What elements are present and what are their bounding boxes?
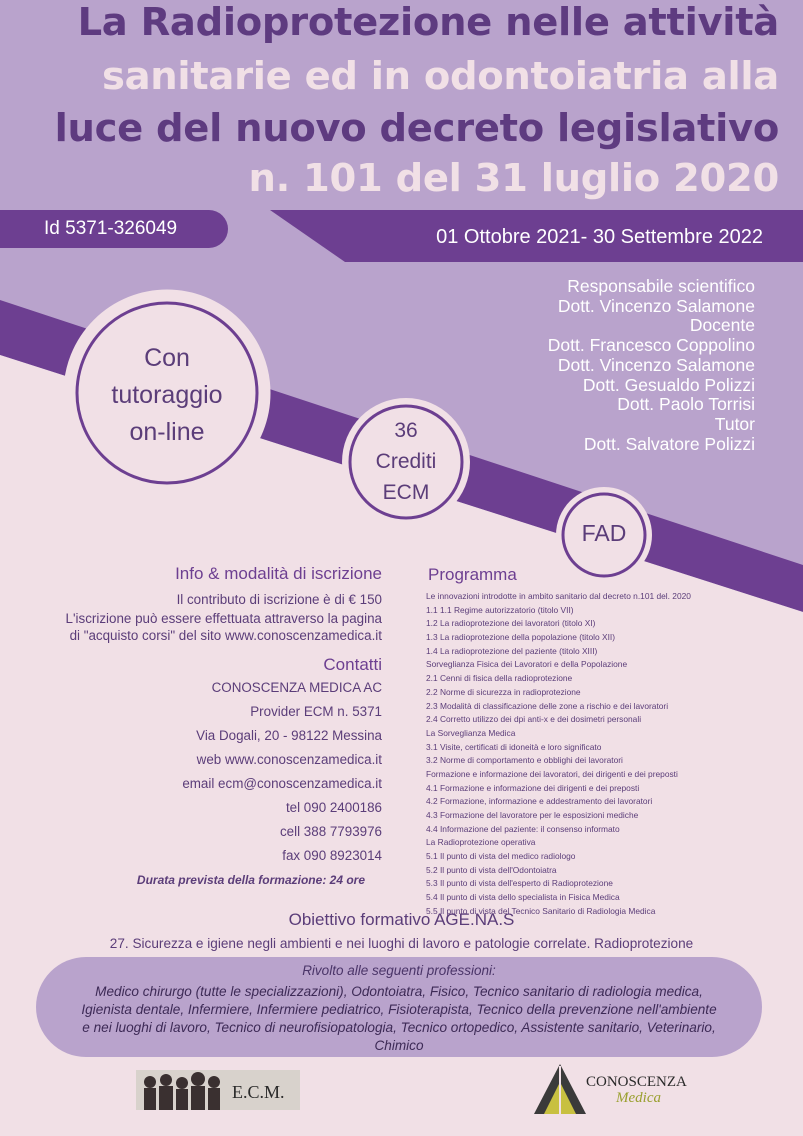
tutoring-text: Con (144, 344, 190, 372)
staff-name: Dott. Paolo Torrisi (617, 394, 755, 415)
contact-line: Provider ECM n. 5371 (250, 704, 382, 719)
program-item: 1.2 La radioprotezione dei lavoratori (titolo XI) (426, 618, 596, 629)
credits-text: 36 (394, 419, 418, 442)
staff-role-scientific: Responsabile scientifico (567, 276, 755, 296)
ecm-logo-text: E.C.M. (232, 1082, 285, 1102)
tutoring-badge (77, 340, 257, 451)
tutoring-text: on-line (129, 418, 205, 446)
program-item: Formazione e informazione dei lavoratori, dei dirigenti e dei preposti (426, 768, 678, 779)
duration-text: Durata prevista della formazione: 24 ore (136, 873, 365, 887)
staff-name: Dott. Gesualdo Polizzi (582, 374, 755, 395)
program-item: 5.1 Il punto di vista del medico radiologo (426, 851, 576, 862)
ecm-logo (136, 1068, 300, 1112)
program-heading: Programma (428, 565, 517, 584)
title-line-4: n. 101 del 31 luglio 2020 (248, 156, 779, 201)
fad-badge: FAD (581, 520, 627, 546)
objective-heading: Obiettivo formativo AGE.NA.S (288, 910, 515, 929)
program-item: 3.1 Visite, certificati di idoneità e loro significato (426, 741, 602, 752)
contact-fax: fax 090 8923014 (282, 848, 382, 863)
credits-text: ECM (382, 481, 430, 504)
course-dates: 01 Ottobre 2021- 30 Settembre 2022 (436, 226, 763, 248)
brand-subname: Medica (616, 1090, 661, 1106)
contact-line: CONOSCENZA MEDICA AC (211, 680, 382, 695)
program-item: 1.3 La radioprotezione della popolazione (titolo XII) (426, 632, 616, 643)
program-item: 5.5 Il punto di vista del Tecnico Sanitario di Radiologia Medica (426, 905, 656, 916)
program-item: 2.2 Norme di sicurezza in radioprotezione (426, 686, 581, 697)
conoscenza-medica-logo (530, 1058, 700, 1118)
fee-text: Il contributo di iscrizione è di € 150 (176, 592, 382, 607)
title-line-3: luce del nuovo decreto legislativo (54, 106, 779, 151)
title-line-2: sanitarie ed in odontoiatria alla (102, 54, 779, 99)
course-id: Id 5371-326049 (44, 218, 178, 239)
contacts-heading: Contatti (323, 655, 382, 674)
staff-role-tutor: Tutor (714, 413, 755, 434)
program-item: 4.3 Formazione del lavoratore per le esposizioni mediche (426, 810, 639, 820)
program-item: La Sorveglianza Medica (426, 727, 516, 738)
title-line-1: La Radioprotezione nelle attività (77, 0, 779, 45)
program-item: Sorveglianza Fisica dei Lavoratori e della Popolazione (426, 659, 628, 670)
contact-tel: tel 090 2400186 (285, 800, 382, 815)
program-item: 2.3 Modalità di classificazione delle zone a rischio e dei lavoratori (426, 700, 669, 711)
program-item: 3.2 Norme di comportamento e obblighi dei lavoratori (426, 755, 623, 766)
program-item: 5.4 Il punto di vista dello specialista in Fisica Medica (426, 892, 620, 903)
program-item: Le innovazioni introdotte in ambito sanitario dal decreto n.101 del. 2020 (426, 591, 691, 601)
professions-title: Rivolto alle seguenti professioni: (302, 963, 496, 978)
program-item: 2.4 Corretto utilizzo dei dpi anti-x e dei dosimetri personali (426, 714, 642, 725)
program-item: 5.3 Il punto di vista dell'esperto di Radioprotezione (426, 878, 613, 889)
brand-name: CONOSCENZA (586, 1074, 687, 1090)
contact-email: email ecm@conoscenzamedica.it (182, 776, 382, 791)
staff-list (548, 277, 755, 454)
program-item: 5.2 Il punto di vista dell'Odontoiatra (426, 864, 557, 875)
program-item: 1.1 1.1 Regime autorizzatorio (titolo VII) (426, 604, 574, 615)
program-item: La Radioprotezione operativa (426, 837, 536, 848)
program-item: 2.1 Cenni di fisica della radioprotezione (426, 673, 573, 684)
objective-text: 27. Sicurezza e igiene negli ambienti e nei luoghi di lavoro e patologie correlate. Radioprotezione (109, 936, 694, 951)
staff-role-teacher: Docente (689, 315, 755, 336)
info-heading: Info & modalità di iscrizione (175, 564, 382, 583)
tutoring-text: tutoraggio (111, 381, 223, 409)
contact-line: Via Dogali, 20 - 98122 Messina (196, 728, 382, 743)
program-item: 4.4 Informazione del paziente: il consenso informato (426, 823, 620, 834)
program-list (426, 590, 691, 919)
professions-box (36, 957, 762, 1057)
professions-list: Medico chirurgo (tutte le specializzazioni), Odontoiatra, Fisico, Tecnico sanitario di radiologia medica, Igienista dentale, Infermiere, Infermiere pediatrico, Fisioterapista, Tecnico della prevenzione nell'ambiente e nei luoghi di lavoro, Tecnico di neurofisiopatologia, Tecnico ortopedico, Assistente sanitario, Veterinario, Chimico (81, 984, 717, 1053)
enroll-text: di "acquisto corsi" del sito www.conoscenzamedica.it (69, 628, 382, 643)
contact-web: web www.conoscenzamedica.it (196, 752, 382, 767)
staff-name: Dott. Vincenzo Salamone (557, 295, 755, 316)
course-id-badge (0, 210, 228, 248)
staff-name: Dott. Salvatore Polizzi (583, 433, 755, 454)
credits-text: Crediti (375, 450, 437, 473)
program-item: 4.1 Formazione e informazione dei dirigenti e dei preposti (426, 782, 640, 793)
staff-name: Dott. Francesco Coppolino (547, 335, 755, 356)
credits-badge (346, 415, 466, 508)
staff-name: Dott. Vincenzo Salamone (557, 354, 755, 375)
program-item: 4.2 Formazione, informazione e addestramento dei lavoratori (426, 796, 653, 807)
contact-cell: cell 388 7793976 (279, 824, 382, 839)
enroll-text: L'iscrizione può essere effettuata attraverso la pagina (65, 611, 382, 626)
program-item: 1.4 La radioprotezione del paziente (titolo XIII) (426, 645, 598, 656)
